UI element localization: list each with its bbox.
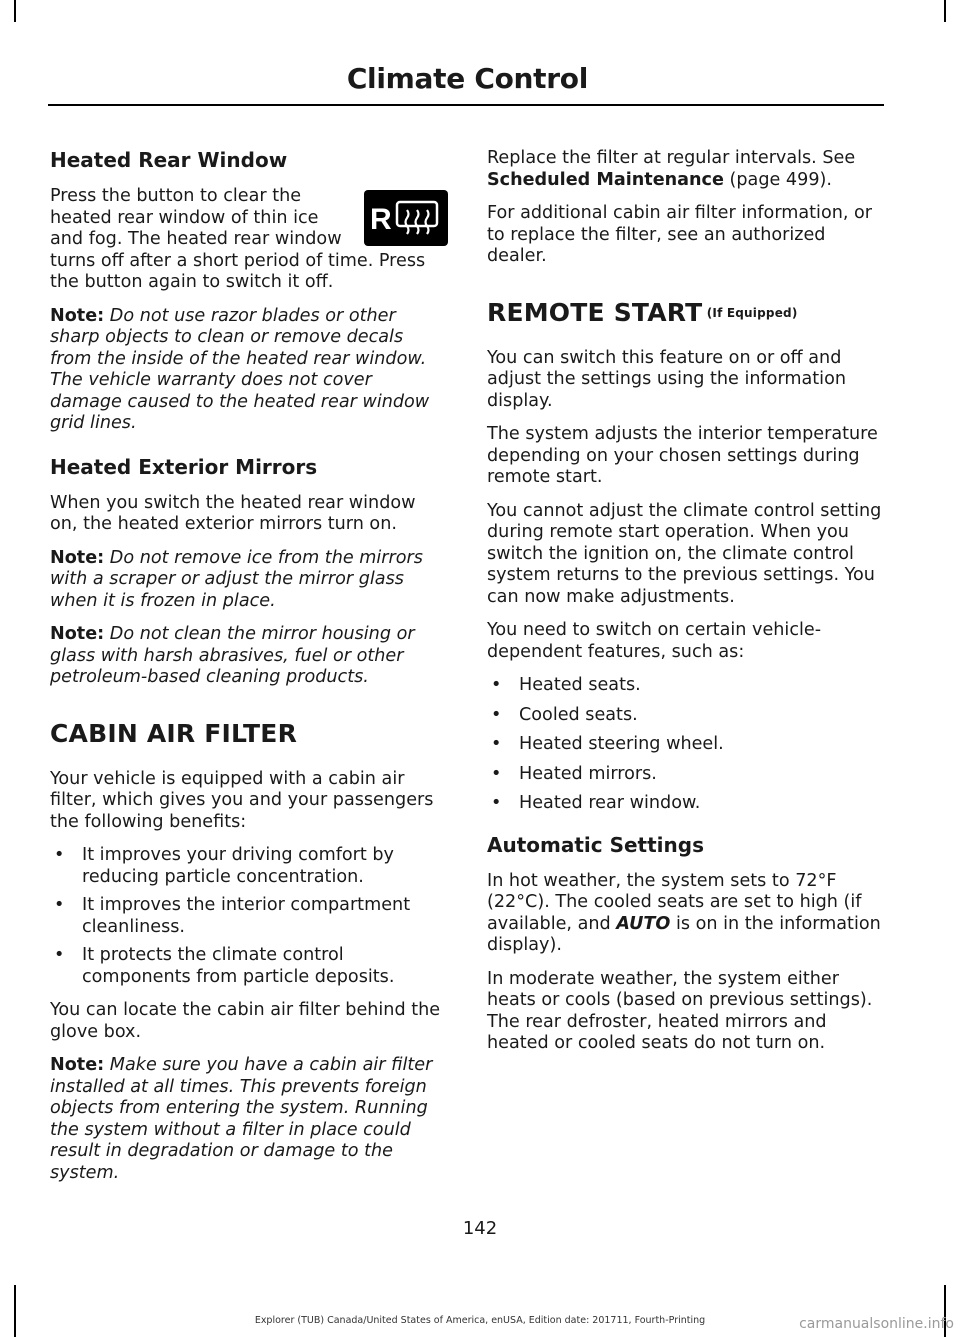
cabin-air-filter-heading: CABIN AIR FILTER xyxy=(50,718,298,748)
remote-start-features-list xyxy=(487,675,882,815)
auto-text-before: In hot weather, the system sets to 72°F (22°C). The cooled seats are set to high (if available, and xyxy=(487,870,862,934)
list-item: • Heated rear window. xyxy=(487,793,882,815)
note-label: Note: xyxy=(50,305,105,326)
crop-mark-top-left xyxy=(14,0,16,22)
rear-defrost-icon xyxy=(364,190,448,246)
heated-mirrors-heading: Heated Exterior Mirrors xyxy=(50,454,318,479)
heated-rear-window-note xyxy=(50,306,448,435)
heated-mirrors-text: When you switch the heated rear window on, the heated exterior mirrors turn on. xyxy=(50,492,416,534)
watermark: carmanualsonline.info xyxy=(799,1316,954,1332)
cabin-air-filter-intro: Your vehicle is equipped with a cabin air filter, which gives you and your passengers the following benefits: xyxy=(50,768,434,832)
list-item: • Heated seats. xyxy=(487,675,882,697)
remote-start-p4: You need to switch on certain vehicle-dependent features, such as: xyxy=(487,620,822,662)
list-item: • It improves the interior compartment cleanliness. xyxy=(50,895,448,938)
header-rule xyxy=(48,104,884,106)
scheduled-maintenance-link[interactable]: Scheduled Maintenance xyxy=(487,169,724,190)
cabin-air-filter-benefits-list xyxy=(50,845,448,988)
footer-edition-info: Explorer (TUB) Canada/United States of America, enUSA, Edition date: 201711, Fourth-Printing xyxy=(254,1315,706,1326)
remote-start-p1: You can switch this feature on or off and adjust the settings using the information display. xyxy=(487,347,846,411)
list-item: • Cooled seats. xyxy=(487,705,882,727)
crop-mark-bottom-left xyxy=(14,1285,16,1337)
heated-rear-window-heading: Heated Rear Window xyxy=(50,148,288,172)
heated-rear-window-section xyxy=(50,186,448,306)
left-column xyxy=(50,140,448,1196)
remote-start-heading-qualifier: (If Equipped) xyxy=(702,305,798,320)
automatic-settings-p2: In moderate weather, the system either heats or cools (based on previous settings). The rear defroster, heated mirrors and heated or cooled seats do not turn on. xyxy=(487,968,873,1053)
remote-start-heading xyxy=(487,298,882,328)
remote-start-heading-text: REMOTE START xyxy=(487,297,703,327)
page-title: Climate Control xyxy=(346,62,588,95)
list-item: • It protects the climate control components from particle deposits. xyxy=(50,945,448,988)
note-text: Do not remove ice from the mirrors with a scraper or adjust the mirror glass when it is frozen in place. xyxy=(50,547,423,611)
cabin-air-filter-note xyxy=(50,1055,448,1184)
note-text: Make sure you have a cabin air filter installed at all times. This prevents foreign objects from entering the system. Running the system without a filter in place could result in degradation or damage to the system. xyxy=(50,1055,433,1183)
heated-mirrors-note-1 xyxy=(50,548,448,613)
replace-text-after: (page 499). xyxy=(723,169,832,190)
rear-defrost-icon-letter: R xyxy=(370,203,392,236)
additional-filter-info: For additional cabin air filter information, or to replace the filter, see an authorized dealer. xyxy=(487,203,873,266)
crop-mark-top-right xyxy=(944,0,946,22)
cabin-air-filter-location: You can locate the cabin air filter behind the glove box. xyxy=(50,1000,441,1042)
right-column xyxy=(487,140,882,1067)
note-label: Note: xyxy=(50,1055,105,1075)
note-text: Do not use razor blades or other sharp objects to clean or remove decals from the inside of the heated rear window. The vehicle warranty does not cover damage caused to the heated rear window grid lines. xyxy=(50,305,430,433)
auto-text-after: is on in the information display). xyxy=(487,913,881,955)
remote-start-p3: You cannot adjust the climate control setting during remote start operation. When you switch the ignition on, the climate control system returns to the previous settings. You can now make adjustments. xyxy=(487,500,882,607)
heated-rear-window-text: Press the button to clear the heated rear window of thin ice and fog. The heated rear window turns off after a short period of time. Press the button again to switch it off. xyxy=(50,186,426,292)
automatic-settings-heading: Automatic Settings xyxy=(487,832,704,857)
heated-mirrors-note-2 xyxy=(50,624,448,689)
replace-filter-text xyxy=(487,148,882,191)
list-item: • It improves your driving comfort by reducing particle concentration. xyxy=(50,845,448,888)
remote-start-p2: The system adjusts the interior temperature depending on your chosen settings during remote start. xyxy=(487,424,878,487)
note-text: Do not clean the mirror housing or glass with harsh abrasives, fuel or other petroleum-based cleaning products. xyxy=(50,624,415,687)
note-label: Note: xyxy=(50,547,105,568)
note-label: Note: xyxy=(50,624,105,644)
list-item: • Heated steering wheel. xyxy=(487,734,882,756)
list-item: • Heated mirrors. xyxy=(487,764,882,786)
page-number: 142 xyxy=(462,1218,498,1239)
auto-keyword: AUTO xyxy=(616,913,671,934)
automatic-settings-p1 xyxy=(487,871,882,957)
replace-text-before: Replace the filter at regular intervals. See xyxy=(487,148,856,168)
